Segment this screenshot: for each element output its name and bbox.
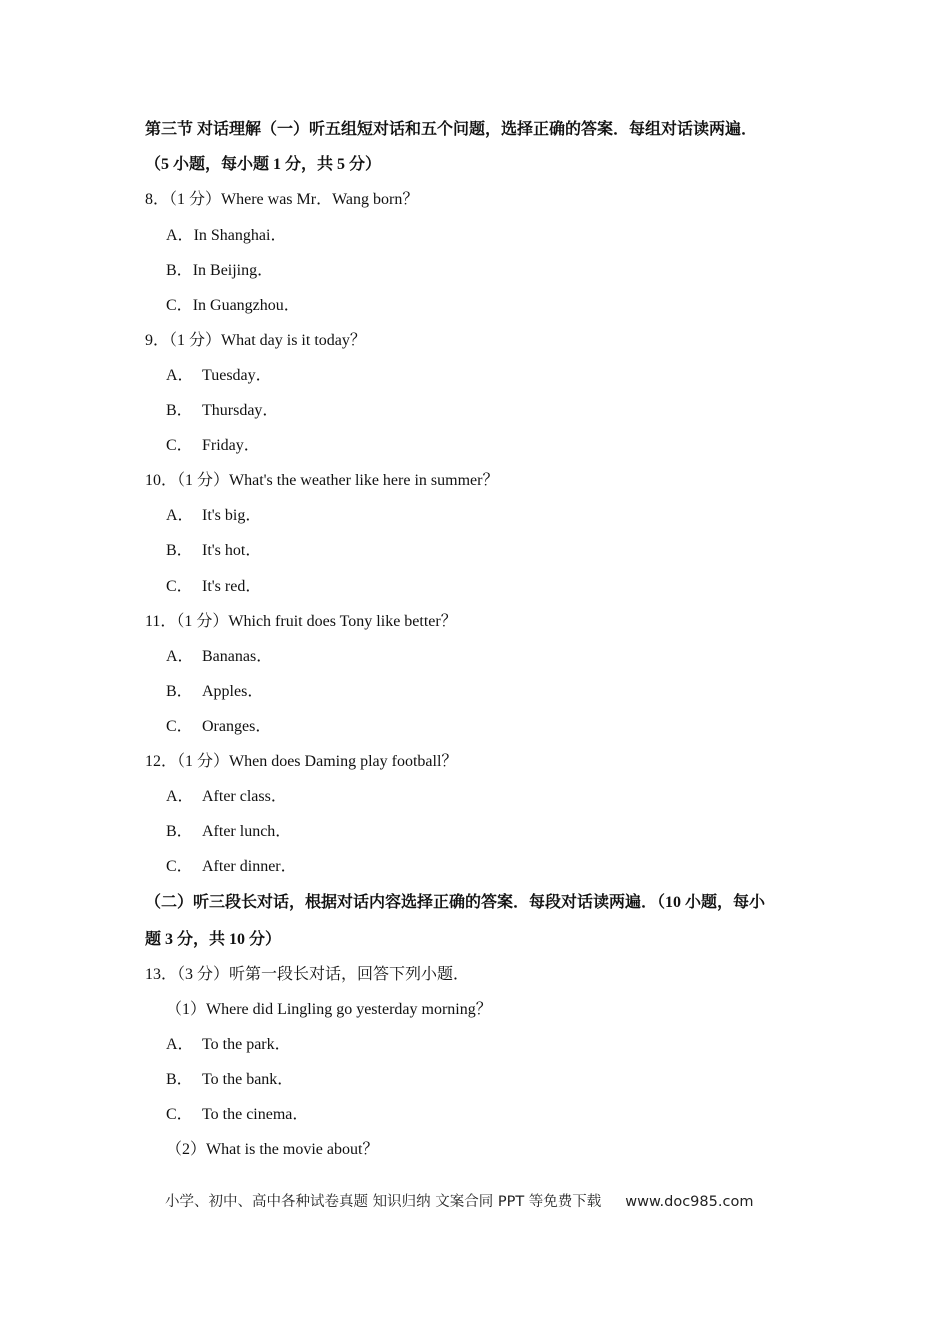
q11-option-c: C． Oranges． bbox=[166, 718, 272, 735]
q8-option-a: A．In Shanghai． bbox=[166, 227, 287, 244]
q13-sub1-stem: （1）Where did Lingling go yesterday morning？ bbox=[166, 1001, 492, 1018]
q10-option-c: C． It's red． bbox=[166, 578, 262, 595]
question-8-stem: 8．（1 分）Where was Mr．Wang born？ bbox=[145, 191, 419, 208]
q9-option-b: B． Thursday． bbox=[166, 402, 279, 419]
q9-option-c: C． Friday． bbox=[166, 437, 260, 454]
part2-heading-line2: 题 3 分，共 10 分） bbox=[145, 931, 282, 948]
section3-heading-line2: （5 小题，每小题 1 分，共 5 分） bbox=[145, 156, 382, 173]
q10-option-a: A． It's big． bbox=[166, 507, 262, 524]
q8-option-b: B．In Beijing． bbox=[166, 262, 274, 279]
question-12-stem: 12．（1 分）When does Daming play football？ bbox=[145, 753, 458, 770]
part2-heading-line1: （二）听三段长对话，根据对话内容选择正确的答案．每段对话读两遍．（10 小题，每小 bbox=[145, 894, 766, 911]
footer-site-link[interactable]: www.doc985.com bbox=[625, 1194, 754, 1210]
question-11-stem: 11．（1 分）Which fruit does Tony like better？ bbox=[145, 613, 457, 630]
q9-option-a: A． Tuesday． bbox=[166, 367, 272, 384]
q12-option-c: C． After dinner． bbox=[166, 858, 297, 875]
question-13-stem: 13．（3 分）听第一段长对话，回答下列小题． bbox=[145, 966, 470, 983]
footer-text: 小学、初中、高中各种试卷真题 知识归纳 文案合同 PPT 等免费下载 bbox=[165, 1194, 602, 1210]
q13-sub1-option-a: A． To the park． bbox=[166, 1036, 291, 1053]
q13-sub2-stem: （2）What is the movie about？ bbox=[166, 1141, 379, 1158]
question-10-stem: 10．（1 分）What's the weather like here in summer？ bbox=[145, 472, 499, 489]
q10-option-b: B． It's hot． bbox=[166, 542, 262, 559]
q11-option-a: A． Bananas． bbox=[166, 648, 273, 665]
q11-option-b: B． Apples． bbox=[166, 683, 264, 700]
q12-option-a: A． After class． bbox=[166, 788, 287, 805]
q13-sub1-option-b: B． To the bank． bbox=[166, 1071, 294, 1088]
q8-option-c: C．In Guangzhou． bbox=[166, 297, 300, 314]
page-footer bbox=[165, 1190, 753, 1211]
section3-heading-line1: 第三节 对话理解（一）听五组短对话和五个问题，选择正确的答案．每组对话读两遍． bbox=[145, 121, 758, 138]
q13-sub1-option-c: C． To the cinema． bbox=[166, 1106, 309, 1123]
q12-option-b: B． After lunch． bbox=[166, 823, 292, 840]
question-9-stem: 9．（1 分）What day is it today？ bbox=[145, 332, 366, 349]
